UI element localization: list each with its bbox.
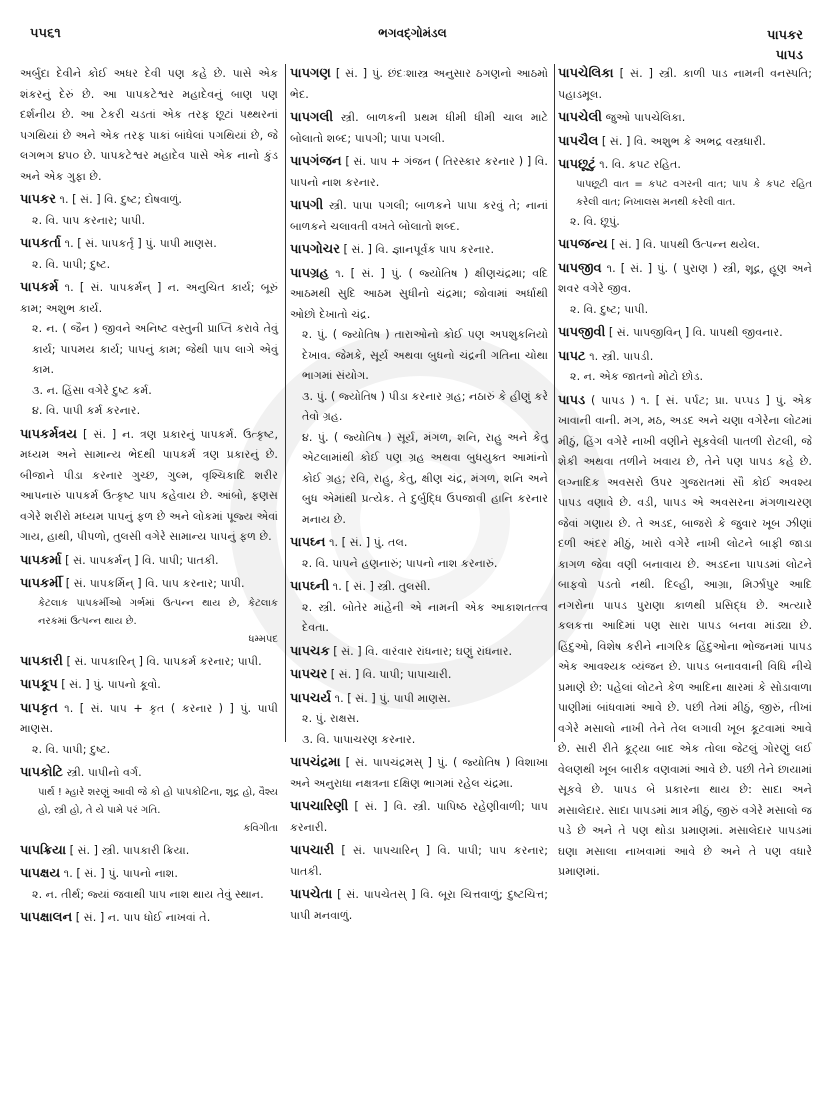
entry-headword: પાપચેલી — [558, 110, 603, 125]
dictionary-entry — [20, 64, 278, 187]
entry-sense: ૨. ન. ( જૈન ) જીવને અનિષ્ટ વસ્તુની પ્રાપ્તિ કરાવે તેવું કાર્ય; પાપમય કાર્ય; પાપનું કામ; જેથી પાપ લાગે એવું કામ. — [32, 322, 278, 376]
entry-quotation — [558, 176, 812, 212]
entry-definition: ૧. [ સં. ] પું. પાપનો નાશ. — [63, 867, 178, 880]
entry-sense: ૪. વિ. પાપી કર્મ કરનાર. — [32, 404, 141, 417]
entry-sense: ૨. સ્ત્રી. બોતેર માંહેની એ નામની એક આકાશતત્ત્વ દેવતા. — [302, 600, 548, 634]
entry-definition: સ્ત્રી. બાળકની પ્રથમ ધીમી ધીમી ચાલ માટે બોલાતો શબ્દ; પાપગી; પાપા પગલી. — [290, 111, 549, 145]
entry-definition: જુઓ પાપચેલિકા. — [605, 111, 686, 124]
entry-definition: [ સં. ] સ્ત્રી. કાળી પાડ નામની વનસ્પતિ; પહાડમૂલ. — [558, 67, 812, 101]
entry-definition: ( પાપડ ) ૧. [ સં. પર્પટ; પ્રા. પપ્પડ ] પું. એક ખાવાની વાની. મગ, મઠ, અડદ અને ચણા વગેરેના લોટમાં મીઠું, હિંગ વગેરે નાખી વણીને સૂકવેલી પાતળી રોટલી, જે શેકી અથવા તળીને ખવાય છે, તેને પણ પાપડ કહે છે. લગ્નાદિક અવસરો ઉપર ગુજરાતમાં સૌ કોઈ અવશ્ય પાપડ વણાવે છે. વડી, પાપડ એ અવસરના મંગળાચરણ જેવાં ગણાય છે. તે અડદ, બાજરો કે જુવાર ખૂબ ઝીણાં દળી અંદર મીઠું, ખારો વગેરે નાખી લોટને બાફી જાડા કાગળ જેવા વણી બનાવાય છે. અડદના પાપડમાં લોટને બાફવો પડતો નથી. દિલ્હી, આગ્રા, મિર્ઝાપુર આદિ નગરોના પાપડ પુરાણા કાળથી પ્રસિદ્ધ છે. અત્યારે કલકત્તા આદિમાં પણ સારા પાપડ બનવા માંડ્યા છે. હિંદુઓ, વિશેષ કરીને નાગરિક હિંદુઓના ભોજનમાં પાપડ એક આવશ્યક વ્યંજન છે. પાપડ બનાવવાની વિધિ નીચે પ્રમાણે છે: પહેલાં લોટને કેળ આદિના ક્ષારમાં કે સોડાવાળા પાણીમાં બાંધવામાં આવે છે. પછી તેમાં મીઠું, જીરું, તીખાં વગેરે મસાલો નાખી તેને તેલ લગાવી ખૂબ કૂટવામાં આવે છે. સારી રીતે કૂટ્યા બાદ એક તોલા જેટલું ગોરણું લઈ વેલણથી ખૂબ બારીક વણવામાં આવે છે. પછી તેને છાયામાં સૂકવે છે. પાપડ બે પ્રકારના થાય છે: સાદા અને મસાલેદાર. સાદા પાપડમાં માત્ર મીઠું, જીરું વગેરે મસાલો જ પડે છે અને તે પણ થોડા પ્રમાણમાં. મસાલેદાર પાપડમાં ઘણા મસાલા નાખવામાં આવે છે અને તે પણ વધારે પ્રમાણમાં. — [558, 393, 812, 878]
entry-headword: પાપચર — [290, 667, 328, 682]
entry-sense: ૨. વિ. દુષ્ટ; પાપી. — [570, 302, 649, 316]
dictionary-entry — [20, 551, 278, 572]
entry-definition: ૧. [ સં. ] પું. તલ. — [329, 536, 408, 549]
entry-headword: પાપઘ્ની — [290, 579, 330, 594]
page-header — [0, 22, 825, 62]
entry-definition: ૧. [ સં. ] સ્ત્રી. તુલસી. — [332, 580, 431, 593]
dictionary-entry — [20, 763, 278, 838]
entry-definition: સ્ત્રી. પાપીનો વર્ગ. — [66, 766, 142, 779]
quotation-text: પાપછૂટી વાત = કપટ વગરની વાત; પાપ કે કપટ રહિત કરેલી વાત; નિખાલસ મનથી કરેલી વાત. — [576, 178, 812, 208]
entry-sense: ૩. વિ. પાપાચરણ કરનાર. — [302, 732, 416, 746]
entry-definition: [ સં. પાપચેતસ્ ] વિ. બૂરા ચિત્તવાળું; દુષ્ટચિત્ત; પાપી મનવાળું. — [290, 888, 549, 922]
entry-sense: ૨. ન. એક જાતનો મોટો છોડ. — [570, 370, 704, 383]
dictionary-entry — [20, 190, 278, 231]
entry-headword: પાપકોટિ — [20, 765, 63, 780]
entry-sense: ૨. વિ. પાપ કરનાર; પાપી. — [32, 213, 145, 227]
entry-headword: પાપચારી — [290, 843, 335, 858]
dictionary-entry — [290, 642, 548, 663]
entry-definition: [ સં. પાપકર્મન્ ] વિ. પાપી; પાતકી. — [65, 553, 219, 567]
guide-word-first: પાપકર — [767, 28, 803, 43]
dictionary-entry — [20, 278, 278, 422]
column-divider — [554, 64, 555, 742]
entry-headword: પાપચંદ્રમા — [290, 755, 341, 770]
dictionary-entry — [290, 152, 548, 193]
entry-sense: ૨. વિ. છૂપું. — [570, 214, 620, 228]
dictionary-entry — [290, 108, 548, 149]
entry-headword: પાપજીવી — [558, 325, 606, 340]
dictionary-entry — [558, 108, 812, 129]
dictionary-entry — [290, 841, 548, 882]
entry-sense: ૨. પું. ( જ્યોતિષ ) તારાઓનો કોઈ પણ અપશુકનિયો દેખાવ. જેમકે, સૂર્ય અથવા બુધનો ચંદ્રની ગતિના ચોથા ભાગમાં સંયોગ. — [302, 328, 548, 382]
entry-headword: પાપચારિણી — [290, 799, 349, 814]
entry-headword: પાપકૂપ — [20, 677, 58, 692]
entry-definition: ૧. [ સં. ] પું. પાપી માણસ. — [334, 691, 451, 705]
entry-definition: ૧. [ સં. પાપ + કૃત ( કરનાર ) ] પું. પાપી માણસ. — [20, 701, 278, 735]
entry-sense: ૨. વિ. પાપી; દુષ્ટ. — [32, 742, 111, 756]
dictionary-entry — [20, 574, 278, 649]
dictionary-entry — [558, 347, 812, 388]
entry-quotation — [20, 784, 278, 838]
column-3 — [558, 64, 812, 886]
dictionary-entry — [20, 234, 278, 275]
entry-headword: પાપછૂટું — [558, 157, 596, 172]
entry-headword: પાપકર્મ — [20, 280, 59, 295]
dictionary-entry — [20, 425, 278, 548]
dictionary-entry — [558, 155, 812, 232]
quotation-source: ધમ્મપદ — [248, 633, 278, 645]
dictionary-entry — [290, 753, 548, 794]
dictionary-entry — [290, 665, 548, 686]
entry-definition: [ સં. પાપચંદ્રમસ્ ] પું. ( જ્યોતિષ ) વિશાખા અને અનુરાધા નક્ષત્રના દક્ષિણ ભાગમાં રહેલ ચંદ્રમા. — [290, 756, 549, 790]
entry-definition: ૧. [ સં. ] વિ. દુષ્ટ; દોષવાળું. — [59, 193, 182, 206]
entry-headword: પાપકર્મી — [20, 576, 63, 591]
column-1 — [20, 64, 278, 932]
entry-definition: [ સં. ] વિ. વારંવાર રાંધનાર; ઘણું રાંધનાર. — [333, 644, 513, 658]
entry-definition: ૧. [ સં. પાપકર્તૃ ] પું. પાપી માણસ. — [64, 237, 217, 250]
book-title: ભગવદ્ગોમંડલ — [378, 26, 447, 40]
entry-definition: અર્બુદા દેવીને કોઈ અધર દેવી પણ કહે છે. પાસે એક શંકરનું દેરું છે. આ પાપકટેશ્વર મહાદેવનું બાણ પણ દર્શનીય છે. આ ટેકરી ચડતાં એક તરફ છૂટાં પથ્થરનાં પગથિયાં છે અને એક તરફ પાકાં બાંધેલાં પગથિયાં છે, જે લગભગ ૪૫૦ છે. પાપકટેશ્વર મહાદેવ પાસે એક નાનો કુંડ અને એક ગુફા છે. — [20, 67, 278, 183]
entry-headword: પાપગ્રહ — [290, 265, 329, 281]
quotation-source: કવિગીતા — [243, 822, 278, 834]
entry-definition: ૧. સ્ત્રી. પાપડી. — [589, 349, 654, 363]
entry-definition: [ સં. ] વિ. સ્ત્રી. પાપિષ્ઠ રહેણીવાળી; પાપ કરનારી. — [290, 800, 548, 834]
dictionary-columns — [20, 64, 812, 1064]
dictionary-entry — [558, 235, 812, 256]
entry-headword: પાપચર્ય — [290, 690, 332, 706]
entry-definition: ૧. [ સં. ] પું. ( પુરાણ ) સ્ત્રી, શૂદ્ર, હૂણ અને શવર વગેરે જીવ. — [558, 261, 812, 295]
entry-definition: [ સં. પાપકર્મિન્ ] વિ. પાપ કરનાર; પાપી. — [65, 577, 245, 590]
entry-definition: [ સં. ] સ્ત્રી. પાપકારી ક્રિયા. — [69, 843, 190, 857]
entry-definition: [ સં. પાપકારિન્ ] વિ. પાપકર્મ કરનાર; પાપી. — [66, 654, 262, 668]
entry-definition: [ સં. ] પું. પાપનો કૂવો. — [61, 678, 161, 691]
dictionary-entry — [290, 797, 548, 838]
entry-headword: પાપક્રિયા — [20, 842, 67, 858]
entry-definition: ૧. [ સં. પાપકર્મન્ ] ન. અનુચિત કાર્ય; બૂરું કામ; અશુભ કાર્ય. — [20, 281, 278, 315]
dictionary-entry — [558, 132, 812, 153]
entry-sense: ૨. વિ. પાપી; દુષ્ટ. — [32, 257, 111, 271]
dictionary-entry — [290, 577, 548, 639]
entry-headword: પાપકર્મા — [20, 552, 62, 568]
entry-headword: પાપજન્ય — [558, 237, 608, 252]
entry-sense: ૩. પું. ( જ્યોતિષ ) પીડા કરનાર ગ્રહ; નઠારું કે હીણું કરે તેવો ગ્રહ. — [302, 389, 548, 423]
column-divider — [285, 64, 286, 742]
entry-definition: [ સં. ] ન. ત્રણ પ્રકારનું પાપકર્મ. ઉત્કૃષ્ટ, મધ્યમ અને સામાન્ય ભેદથી પાપકર્મ ત્રણ પ્રકારનું છે. બીજાને પીડા કરનાર ગુચ્છ, ગુલ્મ, વૃશ્ચિકાદિ શરીર આપનારું પાપકર્મ ઉત્કૃષ્ટ પાપ કહેવાય છે. આંબો, ફણસ વગેરે શરીરો મધ્યમ પાપનું ફળ છે અને લોકમાં પૂજ્ય એવાં ગાય, હાથી, પીપળો, તુલસી વગેરે સામાન્ય પાપનું ફળ છે. — [20, 427, 279, 543]
entry-headword: પાપગણ — [290, 66, 331, 81]
entry-definition: [ સં. ] વિ. પાપથી ઉત્પન્ન થયેલ. — [611, 238, 760, 251]
entry-headword: પાપકર્મત્રય — [20, 426, 78, 442]
dictionary-entry — [290, 196, 548, 237]
dictionary-entry — [558, 323, 812, 344]
entry-definition: [ સં. પાપ + ગંજન ( તિરસ્કાર કરનાર ) ] વિ. પાપનો નાશ કરનાર. — [290, 155, 548, 189]
entry-definition: [ સં. ] ન. પાપ ધોઈ નાખવાં તે. — [75, 911, 211, 924]
entry-definition: ૧. વિ. કપટ રહિત. — [599, 158, 681, 171]
entry-definition: [ સં. ] વિ. પાપી; પાપાચારી. — [330, 668, 452, 681]
entry-headword: પાપડ — [558, 392, 586, 408]
entry-sense: ૨. વિ. પાપને હણનારું; પાપનો નાશ કરનારું. — [302, 556, 498, 570]
entry-headword: પાપજીવ — [558, 260, 602, 276]
entry-headword: પાપગોચર — [290, 242, 340, 257]
guide-words — [767, 26, 803, 66]
quotation-text: પાર્થ ! મ્હારે શરણું આવી જે કો હો પાપકોટિના, શૂદ્ર હો, વૈશ્ય હો, સ્ત્રી હો, તે યે પામે પરં ગતિ. — [38, 786, 278, 816]
entry-definition: [ સં. ] વિ. જ્ઞાનપૂર્વક પાપ કરનાર. — [343, 243, 495, 256]
dictionary-entry — [558, 64, 812, 105]
entry-sense: ૪. પું. ( જ્યોતિષ ) સૂર્ય, મંગળ, શનિ, રાહુ અને કેતુ એટલામાંથી કોઈ પણ ગ્રહ અથવા બુધયુક્ત આમાંનો કોઈ ગ્રહ; રવિ, રાહુ, કેતુ, ક્ષીણ ચંદ્ર, મંગળ, શનિ અને બુધ એમાંથી પ્રત્યેક. તે દુર્બુદ્ધિ ઉપજાવી હાનિ કરનાર મનાય છે. — [302, 430, 548, 526]
column-2 — [290, 64, 548, 929]
entry-headword: પાપટ — [558, 348, 586, 364]
entry-definition: [ સં. પાપચારિન્ ] વિ. પાપી; પાપ કરનાર; પાતકી. — [290, 844, 548, 878]
entry-headword: પાપક્ષય — [20, 866, 61, 881]
entry-headword: પાપગી — [290, 198, 324, 213]
dictionary-entry — [20, 652, 278, 673]
entry-definition: [ સં. ] પું. છંદઃશાસ્ત્ર અનુસાર ઠગણનો આઠમો ભેદ. — [290, 67, 548, 101]
entry-definition: ૧. [ સં. ] પું. ( જ્યોતિષ ) ક્ષીણચંદ્રમા; વદિ આઠમથી સુદિ આઠમ સુધીનો ચંદ્રમા; જોવામાં અર્ધાથી ઓછો દેખાતો ચંદ્ર. — [290, 266, 548, 321]
entry-headword: પાપચૈલ — [558, 133, 599, 149]
entry-sense: ૩. ન. હિંસા વગેરે દુષ્ટ કર્મ. — [32, 383, 152, 397]
entry-definition: સ્ત્રી. પાપા પગલી; બાળકને પાપા કરવું તે; નાનાં બાળકને ચલાવતી વખતે બોલાતો શબ્દ. — [290, 199, 548, 233]
dictionary-entry — [558, 259, 812, 321]
dictionary-entry — [290, 533, 548, 574]
entry-headword: પાપચેતા — [290, 887, 333, 902]
dictionary-entry — [20, 841, 278, 862]
dictionary-entry — [20, 908, 278, 929]
entry-headword: પાપચક — [290, 643, 330, 659]
dictionary-entry — [290, 64, 548, 105]
entry-definition: [ સં. પાપજીવિન્ ] વિ. પાપથી જીવનાર. — [608, 326, 783, 339]
entry-headword: પાપગલી — [290, 110, 334, 125]
dictionary-entry — [20, 699, 278, 761]
page-number: ૫૫૬૧ — [30, 26, 61, 41]
entry-headword: પાપકૃત — [20, 700, 58, 716]
dictionary-entry — [290, 885, 548, 926]
dictionary-entry — [20, 675, 278, 696]
dictionary-entry — [290, 240, 548, 261]
entry-headword: પાપકર — [20, 192, 56, 207]
entry-headword: પાપગંજન — [290, 154, 342, 169]
dictionary-entry — [558, 391, 812, 883]
entry-headword: પાપઘ્ન — [290, 535, 326, 550]
dictionary-entry — [290, 264, 548, 531]
guide-word-last: પાપડ — [775, 48, 803, 63]
dictionary-entry — [290, 689, 548, 751]
entry-headword: પાપકારી — [20, 653, 63, 669]
entry-headword: પાપકર્તા — [20, 236, 62, 251]
entry-definition: [ સં. ] વિ. અશુભ કે અભદ્ર વસ્ત્રધારી. — [601, 134, 766, 148]
quotation-text: કેટલાક પાપકર્મીઓ ગર્ભમાં ઉત્પન્ન થાય છે, કેટલાક નરકમાં ઉત્પન્ન થાય છે. — [38, 597, 278, 627]
entry-quotation — [20, 595, 278, 649]
entry-sense: ૨. ન. તીર્થ; જ્યાં જવાથી પાપ નાશ થાય તેવું સ્થાન. — [32, 887, 264, 901]
entry-sense: ૨. પું. રાક્ષસ. — [302, 712, 360, 725]
dictionary-entry — [20, 864, 278, 905]
entry-headword: પાપક્ષાલન — [20, 910, 73, 925]
entry-headword: પાપચેલિકા — [558, 66, 614, 81]
